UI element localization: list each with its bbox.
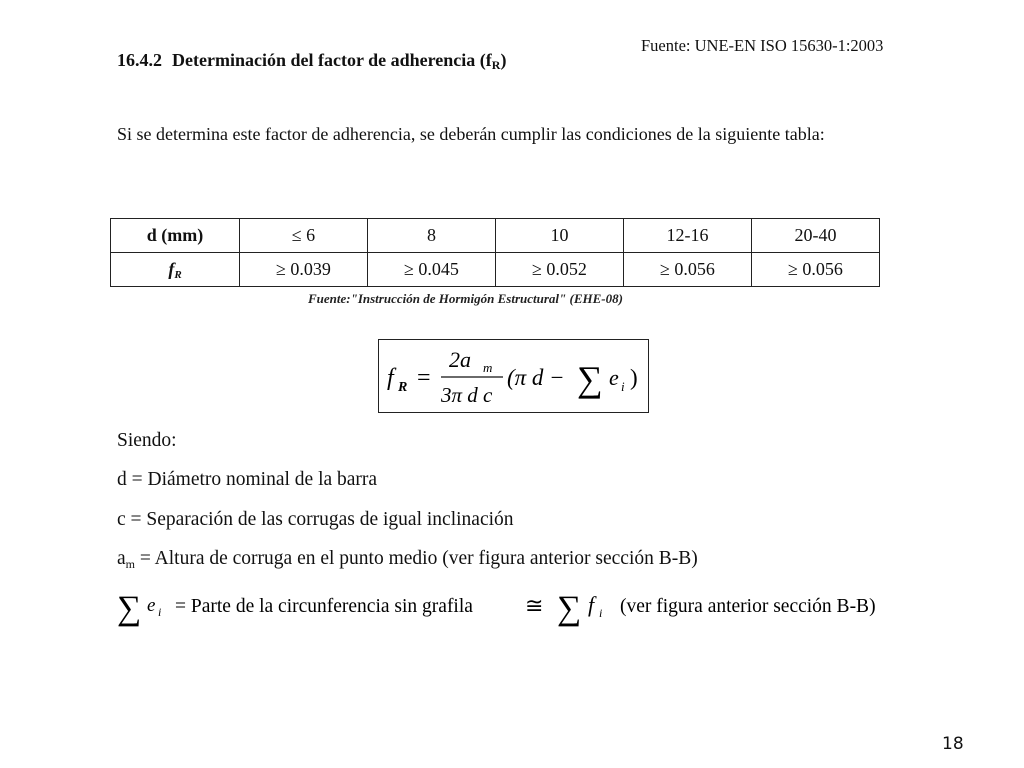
table-cell: ≥ 0.056 [752,253,880,287]
formula-lhs: f [387,365,394,391]
definition-e [117,588,927,628]
source-citation: Fuente: UNE-EN ISO 15630-1:2003 [641,36,884,55]
definition-e-formula [117,588,927,628]
definition-am [117,548,698,572]
table-header-cell: 10 [496,219,624,253]
formula-numerator-subscript: m [483,360,493,375]
adherence-table [110,218,880,287]
section-heading [117,50,506,73]
intro-paragraph: Si se determina este factor de adherencia, se deberán cumplir las condiciones de la siguiente tabla: [117,124,825,144]
table-header-cell: ≤ 6 [240,219,368,253]
f-subscript: i [599,606,603,620]
table-cell: ≥ 0.045 [368,253,496,287]
section-title-subscript: R [491,58,501,72]
row-label-symbol: f [168,258,175,279]
table-header-cell: 8 [368,219,496,253]
sum-symbol: ∑ [557,590,582,627]
formula-box [378,339,649,413]
table-header-cell: 20-40 [752,219,880,253]
table-cell: ≥ 0.056 [624,253,752,287]
section-number: 16.4.2 [117,50,162,70]
table-source: Fuente:"Instrucción de Hormigón Estructural" (EHE-08) [308,291,623,306]
formula-sum: ∑ [577,359,603,399]
table-header-label: d (mm) [111,219,240,253]
page-number: 18 [942,734,964,754]
am-symbol: a [117,548,126,569]
definition-c: c = Separación de las corrugas de igual inclinación [117,509,514,530]
formula-term-subscript: i [621,379,625,394]
e-subscript: i [158,605,162,619]
approx-symbol: ≅ [525,593,544,618]
table-cell: ≥ 0.039 [240,253,368,287]
f-symbol: f [588,592,595,617]
e-definition-tail: (ver figura anterior sección B-B) [620,596,876,617]
formula-paren-expression: (π d − [507,365,565,390]
table-row [111,253,880,287]
formula [379,340,647,411]
formula-denominator: 3π d c [441,383,493,407]
formula-equals: = [417,365,431,391]
table-row [111,219,880,253]
section-title-close: ) [500,50,507,70]
row-label-subscript: R [174,268,182,281]
section-title: Determinación del factor de adherencia (f [172,50,492,70]
sum-symbol: ∑ [117,590,142,627]
formula-numerator: 2a [449,347,471,372]
table-header-cell: 12-16 [624,219,752,253]
am-text: = Altura de corruga en el punto medio (ver figura anterior sección B-B) [135,548,698,569]
definition-d: d = Diámetro nominal de la barra [117,469,378,490]
formula-lhs-subscript: R [398,380,408,395]
e-definition-text: = Parte de la circunferencia sin grafila [175,596,473,617]
definitions-intro: Siendo: [117,430,177,451]
am-subscript: m [125,557,135,571]
formula-close: ) [630,365,638,390]
formula-term: e [609,365,619,390]
table-row-label [111,253,240,287]
table-cell: ≥ 0.052 [496,253,624,287]
e-symbol: e [147,595,156,616]
